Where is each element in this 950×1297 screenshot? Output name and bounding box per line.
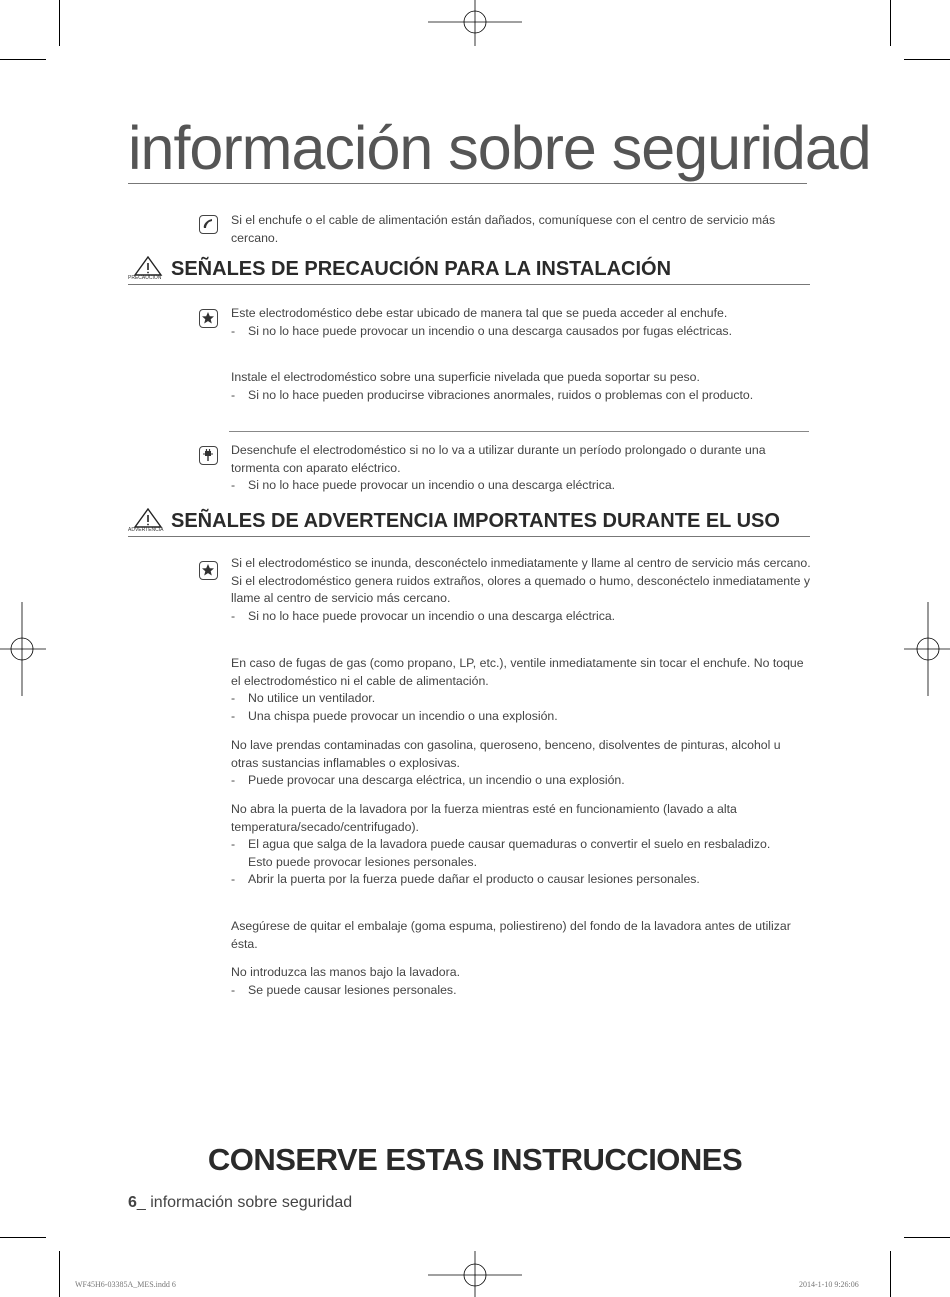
separator: [229, 431, 809, 432]
list-item: - Si no lo hace puede provocar un incendio o una descarga eléctrica.: [231, 608, 616, 623]
crop-mark: [0, 59, 46, 60]
gas-leak-paragraph: [231, 655, 811, 725]
door-force-paragraph: [231, 801, 811, 889]
noise-text: Si el electrodoméstico genera ruidos extraños, olores a quemado o humo, desconéctelo inmediatamente y llame al centro de servicio más cercano.: [231, 573, 810, 606]
gas-leak-text: En caso de fugas de gas (como propano, LP, etc.), ventile inmediatamente sin tocar el enchufe. No toque el electrodoméstico ni el cable de alimentación.: [231, 656, 804, 688]
list-item: - Abrir la puerta por la fuerza puede dañar el producto o causar lesiones personales.: [231, 872, 700, 887]
level-surface-text: Instale el electrodoméstico sobre una superficie nivelada que pueda soportar su peso.: [231, 370, 700, 384]
flood-paragraph: [231, 555, 811, 625]
save-instructions-banner: CONSERVE ESTAS INSTRUCCIONES: [207, 1142, 743, 1177]
install-location-paragraph: [231, 305, 811, 340]
crop-mark: [59, 1251, 60, 1297]
title-rule: [128, 183, 807, 184]
list-item: - Puede provocar una descarga eléctrica, un incendio o una explosión.: [231, 773, 625, 788]
registration-mark-icon: [428, 1251, 522, 1297]
crop-mark: [904, 1237, 950, 1238]
page-title: información sobre seguridad: [128, 114, 871, 182]
crop-mark: [904, 59, 950, 60]
caution-heading: SEÑALES DE PRECAUCIÓN PARA LA INSTALACIÓN: [171, 258, 672, 280]
warning-section-header: [128, 508, 810, 537]
crop-mark: [59, 0, 60, 46]
star-icon: [199, 561, 218, 580]
file-name: WF45H6-03385A_MES.indd 6: [75, 1280, 176, 1289]
top-note: Si el enchufe o el cable de alimentación están dañados, comuníquese con el centro de servicio más cercano.: [231, 213, 776, 245]
crop-mark: [890, 1251, 891, 1297]
crop-mark: [0, 1237, 46, 1238]
warning-heading: SEÑALES DE ADVERTENCIA IMPORTANTES DURANTE EL USO: [171, 510, 780, 532]
contaminated-clothes-text: No lave prendas contaminadas con gasolina, queroseno, benceno, disolventes de pinturas, alcohol u otras sustancias inflamables o explosivas.: [231, 738, 781, 770]
hands-paragraph: [231, 964, 811, 999]
list-item: - Una chispa puede provocar un incendio o una explosión.: [231, 708, 558, 723]
caution-badge: PRECAUCIÓN: [128, 275, 162, 281]
crop-mark: [890, 0, 891, 46]
star-icon: [199, 309, 218, 328]
warning-badge: ADVERTENCIA: [128, 527, 164, 533]
warning-triangle-icon: [128, 508, 168, 528]
list-item: - Se puede causar lesiones personales.: [231, 982, 457, 997]
contaminated-clothes-paragraph: [231, 737, 811, 790]
list-item: - El agua que salga de la lavadora puede causar quemaduras o convertir el suelo en resbaladizo. Esto puede provocar lesiones personales.: [231, 837, 771, 869]
install-location-text: Este electrodoméstico debe estar ubicado de manera tal que se pueda acceder al enchufe.: [231, 306, 728, 320]
registration-mark-icon: [428, 0, 522, 46]
unplug-text: Desenchufe el electrodoméstico si no lo va a utilizar durante un período prolongado o durante una tormenta con aparato eléctrico.: [231, 443, 766, 475]
hands-text: No introduzca las manos bajo la lavadora.: [231, 965, 460, 979]
packaging-paragraph: [231, 918, 811, 953]
registration-mark-icon: [0, 602, 46, 696]
page-label: _ información sobre seguridad: [136, 1194, 353, 1211]
caution-section-header: [128, 256, 810, 285]
file-timestamp: 2014-1-10 9:26:06: [799, 1280, 859, 1289]
door-force-text: No abra la puerta de la lavadora por la fuerza mientras esté en funcionamiento (lavado a alta temperatura/secado/centrifugado).: [231, 802, 737, 834]
unplug-paragraph: [231, 442, 811, 495]
packaging-text: Asegúrese de quitar el embalaje (goma espuma, poliestireno) del fondo de la lavadora antes de utilizar ésta.: [231, 919, 791, 951]
phone-icon: [199, 215, 218, 234]
unplug-icon: [199, 446, 218, 465]
warning-triangle-icon: [128, 256, 168, 276]
level-surface-paragraph: [231, 369, 811, 404]
list-item: - Si no lo hace puede provocar un incendio o una descarga eléctrica.: [231, 478, 616, 493]
page-number: 6: [128, 1194, 137, 1211]
list-item: - Si no lo hace puede provocar un incendio o una descarga causados por fugas eléctricas.: [231, 323, 732, 338]
page-footer: [128, 1194, 352, 1212]
flood-text: Si el electrodoméstico se inunda, desconéctelo inmediatamente y llame al centro de servicio más cercano.: [231, 556, 811, 570]
list-item: - No utilice un ventilador.: [231, 691, 376, 706]
list-item: - Si no lo hace pueden producirse vibraciones anormales, ruidos o problemas con el producto.: [231, 387, 754, 402]
registration-mark-icon: [904, 602, 950, 696]
